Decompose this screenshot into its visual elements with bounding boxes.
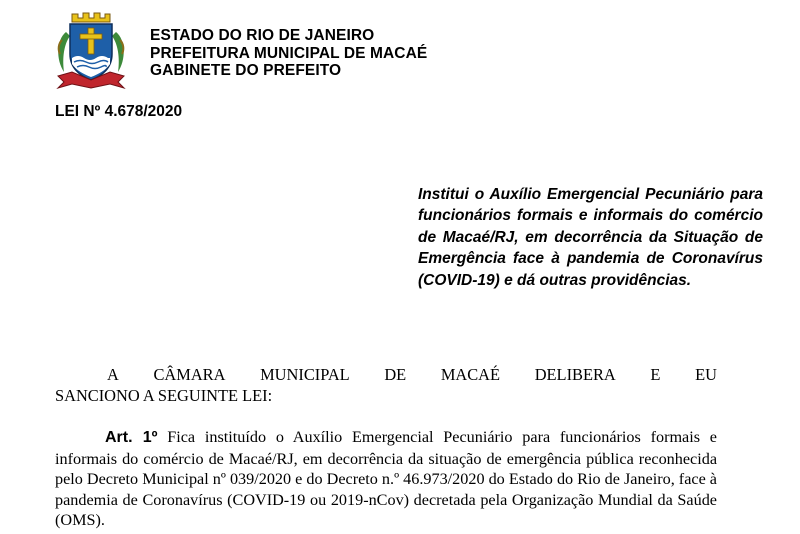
letterhead [150, 27, 427, 80]
header-municipality-line: PREFEITURA MUNICIPAL DE MACAÉ [150, 44, 428, 62]
preamble-word: DELIBERA [534, 365, 616, 384]
preamble-word: MUNICIPAL [260, 365, 350, 384]
article-1-label: Art. 1º [105, 429, 158, 446]
law-number: LEI Nº 4.678/2020 [55, 103, 183, 120]
preamble-line-1 [55, 365, 717, 386]
preamble-word: DE [384, 365, 407, 384]
preamble-word: MACAÉ [440, 365, 501, 384]
preamble-word: EU [695, 365, 717, 384]
header-state-line: ESTADO DO RIO DE JANEIRO [150, 27, 375, 44]
preamble [55, 365, 717, 406]
article-1 [55, 427, 717, 531]
preamble-word: A [107, 365, 119, 384]
municipal-coat-of-arms-icon [52, 10, 130, 90]
preamble-line-2: SANCIONO A SEGUINTE LEI: [55, 385, 273, 405]
article-1-text: Fica instituído o Auxílio Emergencial Pecuniário para funcionários formais e informais do comércio de Macaé/RJ, em decorrência da situação de emergência pública reconhecida pelo Decreto Municipal nº 039/2020 e do Decreto n.º 46.973/2020 do Estado do Rio de Janeiro, face à pandemia de Coronavírus (COVID-19 ou 2019-nCov) decretada pela Organização Mundial da Saúde (OMS). [55, 428, 717, 530]
header-office-line: GABINETE DO PREFEITO [150, 62, 342, 79]
law-summary: Institui o Auxílio Emergencial Pecuniário para funcionários formais e informais do comércio de Macaé/RJ, em decorrência da Situação de Emergência face à pandemia de Coronavírus (COVID-19) e dá outras providências. [418, 186, 763, 289]
preamble-word: E [650, 365, 661, 384]
preamble-word: CÂMARA [153, 365, 226, 384]
